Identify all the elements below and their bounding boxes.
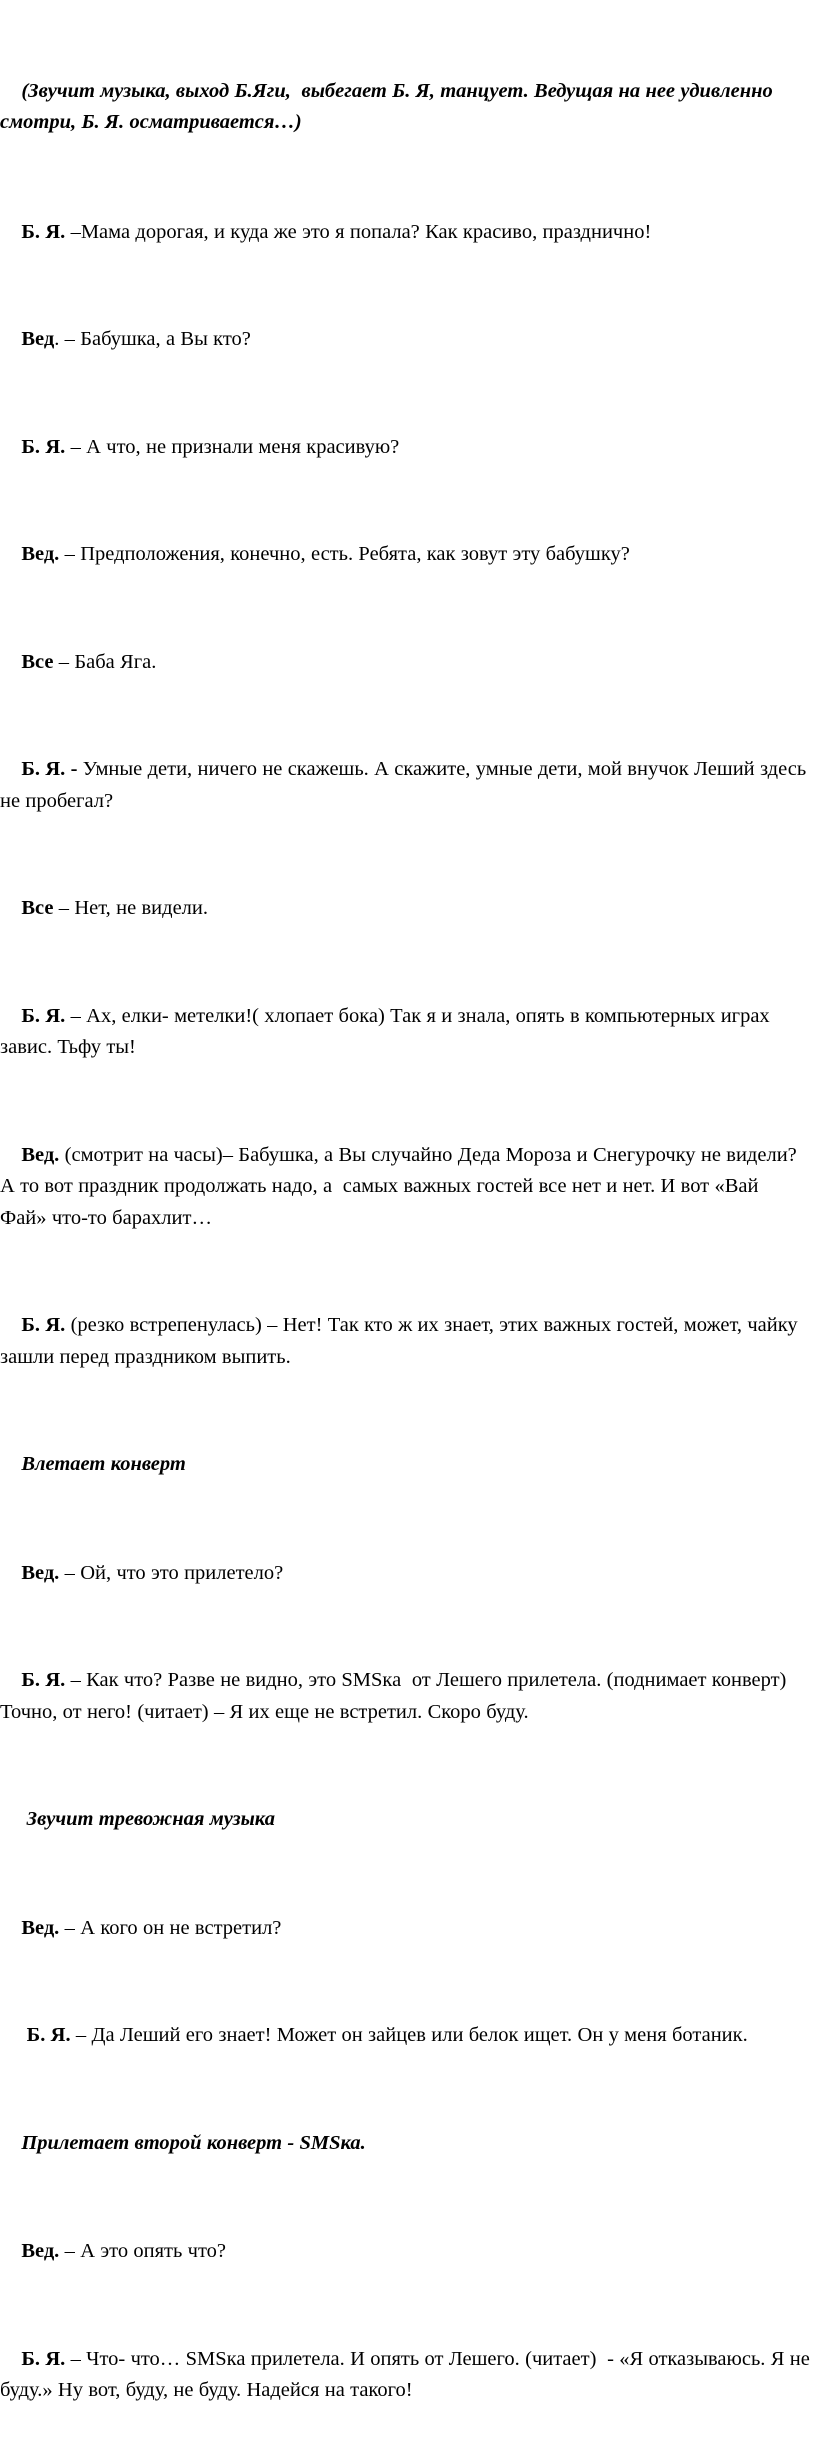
dialogue-line <box>0 185 810 280</box>
speaker-label: Б. Я. <box>21 1004 66 1027</box>
speaker-label: Б. Я. <box>21 1669 66 1691</box>
dialogue-line <box>0 615 810 710</box>
dialogue-text: – Ой, что это прилетело? <box>59 1561 284 1584</box>
speaker-label: Б. Я. <box>21 2347 66 2370</box>
dialogue-line <box>0 723 810 849</box>
stage-direction-text: Звучит тревожная музыка <box>21 1808 275 1830</box>
speaker-label: Вед. <box>21 2240 60 2262</box>
dialogue-text: – А кого он не встретил? <box>59 1916 282 1939</box>
dialogue-text: (резко встрепенулась) – Нет! Так кто ж их знает, этих важных гостей, может, чайку зашли перед праздником выпить. <box>0 1314 803 1368</box>
dialogue-line <box>0 1279 810 1405</box>
dialogue-text: – Да Леший его знает! Может он зайцев или белок ищет. Он у меня ботаник. <box>70 2024 748 2046</box>
speaker-label: Вед. <box>21 1916 60 1939</box>
stage-direction-text: Прилетает второй конверт - SMSка. <box>21 2131 366 2154</box>
dialogue-text: Умные дети, ничего не скажешь. А скажите, умные дети, мой внучок Леший здесь не пробегал? <box>0 758 812 812</box>
dialogue-line <box>0 862 810 957</box>
dialogue-line <box>0 1108 810 1266</box>
speaker-label: Вед <box>21 328 55 350</box>
stage-direction <box>0 1773 810 1868</box>
stage-direction-text: (Звучит музыка, выход Б.Яги, выбегает Б. Я, танцует. Ведущая на нее удивленно смотри, Б. Я. осматривается…) <box>0 79 779 133</box>
speaker-label: Б. Я. <box>21 435 66 458</box>
dialogue-text: – Как что? Разве не видно, это SMSка от Лешего прилетела. (поднимает конверт) Точно, от него! (читает) – Я их еще не встретил. Скоро буду. <box>0 1669 792 1723</box>
speaker-label: Б. Я. <box>21 2024 71 2046</box>
dialogue-line <box>0 1526 810 1621</box>
dialogue-text: (смотрит на часы)– Бабушка, а Вы случайно Деда Мороза и Снегурочку не видели? А то вот праздник продолжать надо, а самых важных гостей все нет и нет. И вот «Вай Фай» что-то барахлит… <box>0 1143 803 1229</box>
speaker-label: Вед. <box>21 1143 60 1166</box>
speaker-label: Б. Я. <box>21 220 66 243</box>
speaker-label: Б. Я. - <box>21 758 78 780</box>
dialogue-line <box>0 1634 810 1760</box>
dialogue-text: . – Бабушка, а Вы кто? <box>54 328 251 350</box>
dialogue-text: –Мама дорогая, и куда же это я попала? Как красиво, празднично! <box>65 220 652 243</box>
dialogue-text: – А это опять что? <box>59 2240 227 2262</box>
stage-direction <box>0 2096 810 2191</box>
dialogue-line <box>0 2312 816 2438</box>
stage-direction <box>0 1418 810 1513</box>
dialogue-line <box>0 969 810 1095</box>
stage-direction-text: Влетает конверт <box>21 1453 186 1475</box>
dialogue-line <box>0 1881 810 1976</box>
speaker-label: Вед. <box>21 543 60 565</box>
dialogue-line <box>0 1989 810 2084</box>
dialogue-text: – Баба Яга. <box>53 650 157 673</box>
dialogue-text: – Ах, елки- метелки!( хлопает бока) Так я и знала, опять в компьютерных играх завис. Тьфу ты! <box>0 1004 776 1058</box>
speaker-label: Вед. <box>21 1561 60 1584</box>
speaker-label: Б. Я. <box>21 1314 66 1336</box>
dialogue-text: – Что- что… SMSка прилетела. И опять от Лешего. (читает) - «Я отказываюсь. Я не буду.» Ну вот, буду, не буду. Надейся на такого! <box>0 2347 816 2401</box>
speaker-label: Все <box>21 650 54 673</box>
dialogue-line <box>0 508 810 603</box>
dialogue-line <box>0 2205 810 2300</box>
dialogue-line <box>0 293 810 388</box>
speaker-label: Все <box>21 897 54 919</box>
dialogue-line <box>0 400 810 495</box>
dialogue-text: – Предположения, конечно, есть. Ребята, как зовут эту бабушку? <box>59 543 630 565</box>
dialogue-text: – Нет, не видели. <box>53 897 209 919</box>
stage-direction-opening <box>0 44 810 170</box>
dialogue-text: – А что, не признали меня красивую? <box>65 435 400 458</box>
